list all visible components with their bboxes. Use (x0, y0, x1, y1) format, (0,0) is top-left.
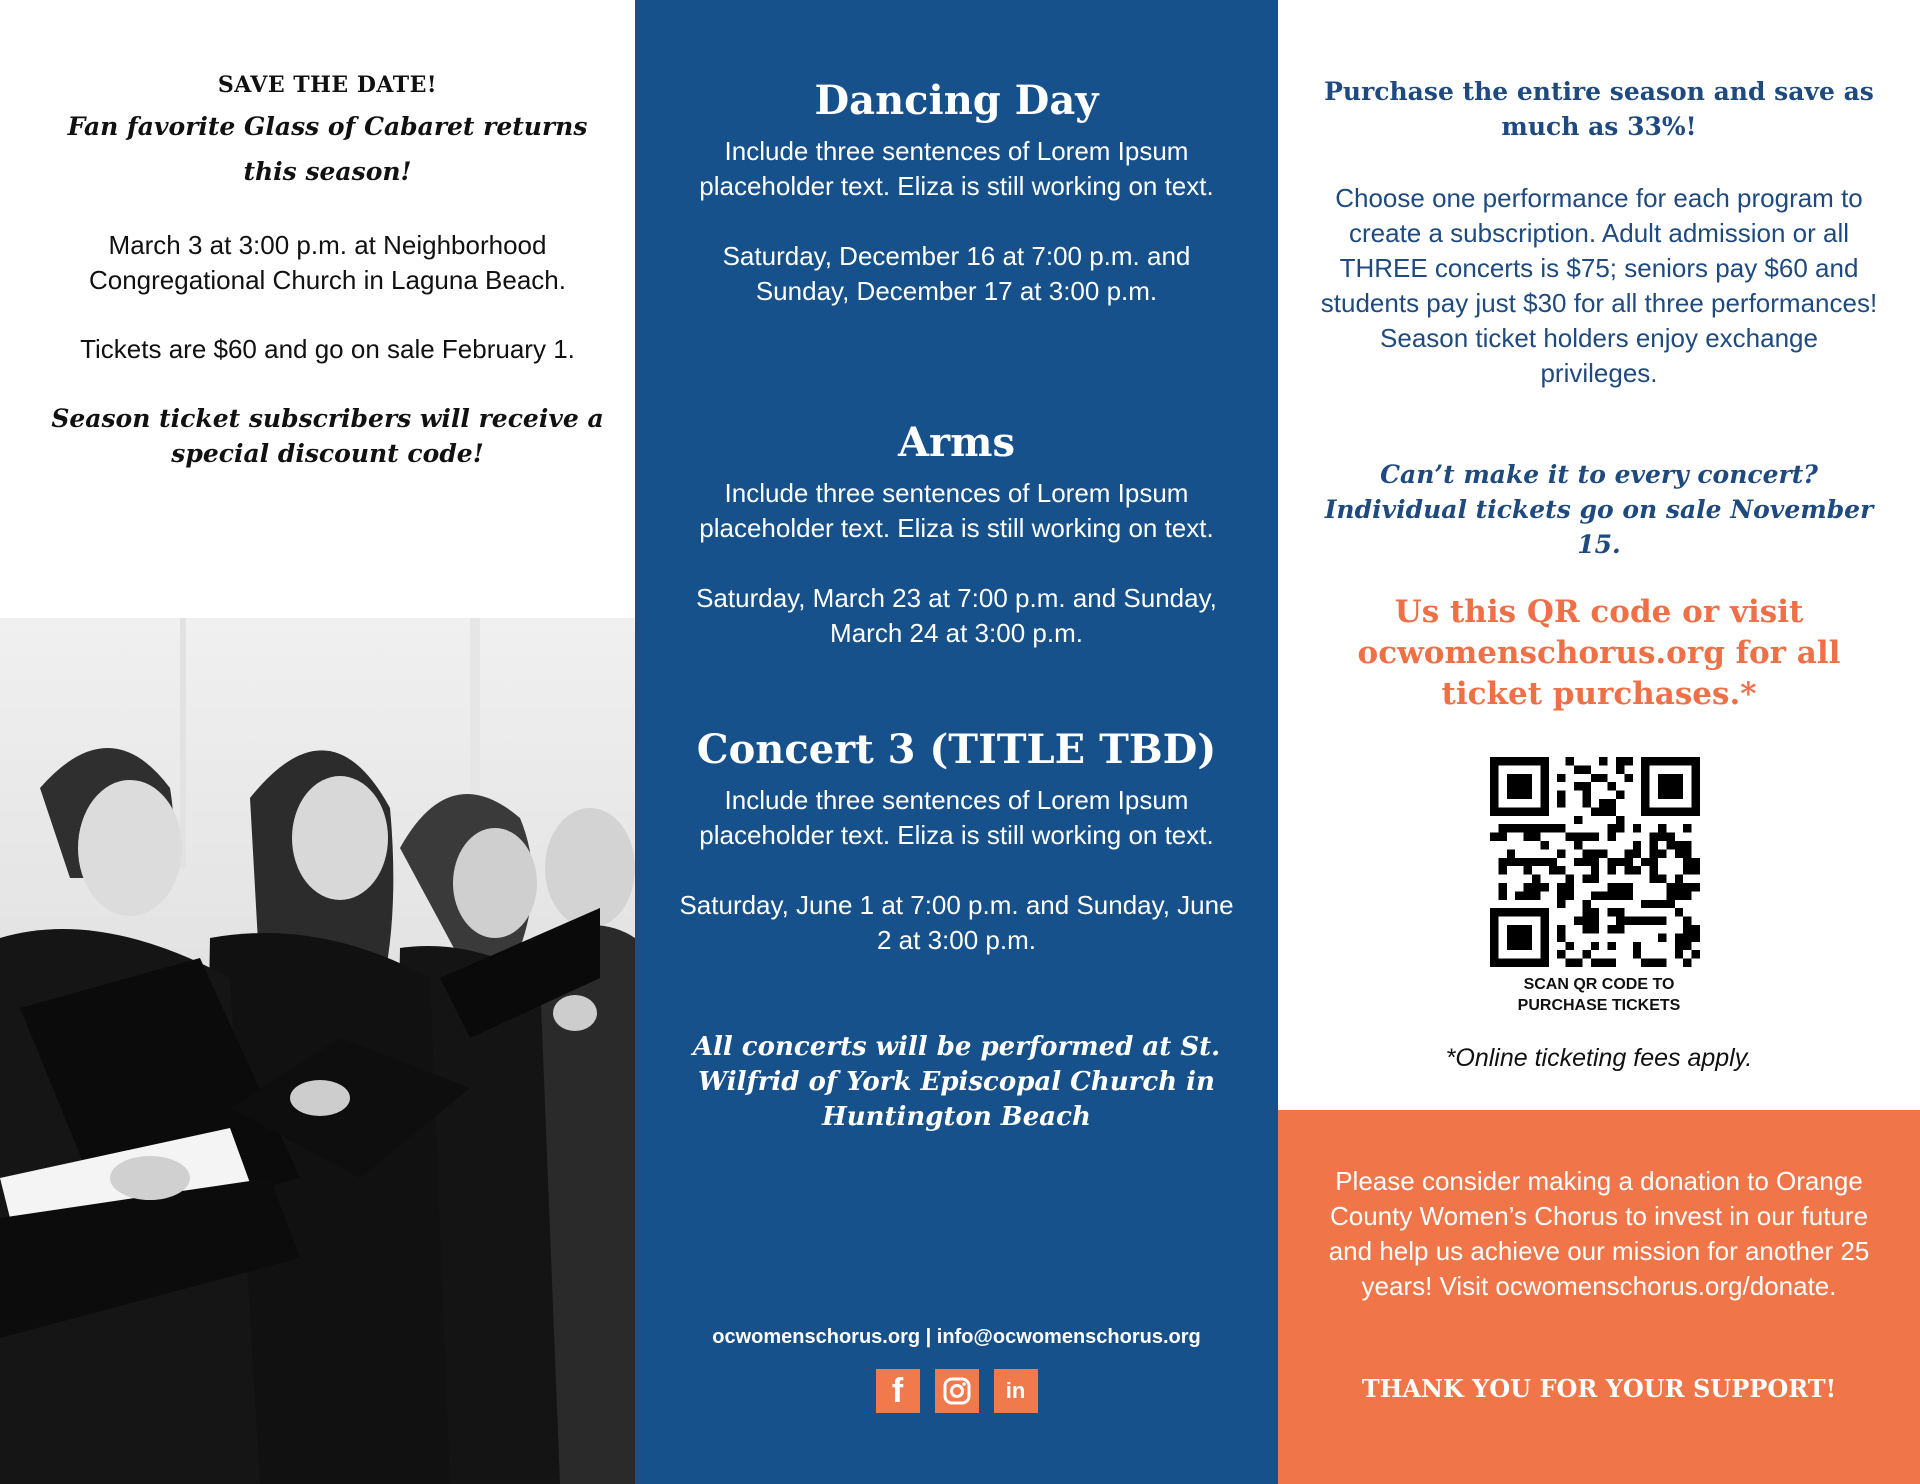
instagram-icon[interactable] (935, 1369, 979, 1413)
concert-dates: Saturday, December 16 at 7:00 p.m. and Sunday, December 17 at 3:00 p.m. (722, 241, 1191, 306)
qr-code[interactable] (1490, 757, 1700, 967)
season-heading: Purchase the entire season and save as much as 33%! (1324, 77, 1874, 141)
choir-singers-illustration (0, 618, 635, 1484)
concert-title: Concert 3 (TITLE TBD) (696, 726, 1217, 773)
donation-box (1278, 1110, 1920, 1484)
donation-message: Please consider making a donation to Orange County Women’s Chorus to invest in our future and help us achieve our mission for another 25 years! Visit ocwomenschorus.org/donate. (1328, 1166, 1870, 1301)
left-panel (0, 0, 635, 1484)
concert-title: Arms (898, 419, 1015, 466)
thank-you-text: THANK YOU FOR YOUR SUPPORT! (1361, 1374, 1837, 1403)
facebook-icon[interactable]: f (876, 1369, 920, 1413)
linkedin-icon[interactable]: in (994, 1369, 1038, 1413)
concert-card (675, 725, 1238, 958)
season-details: Choose one performance for each program to create a subscription. Adult admission or all THREE concerts is $75; seniors pay $60 and students pay just $30 for all three performances! Season ticket holders enjoy exchange privileges. (1320, 183, 1878, 388)
individual-tickets-note: Can’t make it to every concert? Individual tickets go on sale November 15. (1324, 460, 1874, 559)
tickets-panel (1278, 0, 1920, 1484)
qr-call-to-action: Us this QR code or visit ocwomenschorus.org for all ticket purchases.* (1357, 594, 1841, 712)
concert-description: Include three sentences of Lorem Ipsum placeholder text. Eliza is still working on text. (699, 136, 1214, 201)
concert-title: Dancing Day (814, 77, 1099, 124)
save-the-date-block (40, 72, 615, 471)
concert-card (675, 418, 1238, 651)
concert-description: Include three sentences of Lorem Ipsum placeholder text. Eliza is still working on text. (699, 478, 1214, 543)
concert-card (675, 76, 1238, 309)
qr-caption: SCAN QR CODE TO PURCHASE TICKETS (1517, 976, 1681, 1014)
cabaret-ticket-info: Tickets are $60 and go on sale February 1. (80, 334, 575, 364)
venue-note: All concerts will be performed at St. Wilfrid of York Episcopal Church in Huntington Beach (692, 1032, 1221, 1132)
concerts-panel (635, 0, 1278, 1484)
choir-photo (0, 618, 635, 1484)
cabaret-tagline: Fan favorite Glass of Cabaret returns this season! (67, 112, 588, 186)
contact-line[interactable]: ocwomenschorus.org | info@ocwomenschorus.org (712, 1326, 1201, 1348)
social-links (635, 1369, 1278, 1413)
subscriber-discount-note: Season ticket subscribers will receive a special discount code! (51, 404, 604, 468)
concert-dates: Saturday, June 1 at 7:00 p.m. and Sunday, June 2 at 3:00 p.m. (679, 890, 1234, 955)
cabaret-event-details: March 3 at 3:00 p.m. at Neighborhood Congregational Church in Laguna Beach. (88, 230, 566, 295)
concert-dates: Saturday, March 23 at 7:00 p.m. and Sunday, March 24 at 3:00 p.m. (696, 583, 1217, 648)
concert-description: Include three sentences of Lorem Ipsum placeholder text. Eliza is still working on text. (699, 785, 1214, 850)
fees-note: *Online ticketing fees apply. (1445, 1044, 1753, 1072)
save-the-date-heading: SAVE THE DATE! (217, 72, 438, 98)
